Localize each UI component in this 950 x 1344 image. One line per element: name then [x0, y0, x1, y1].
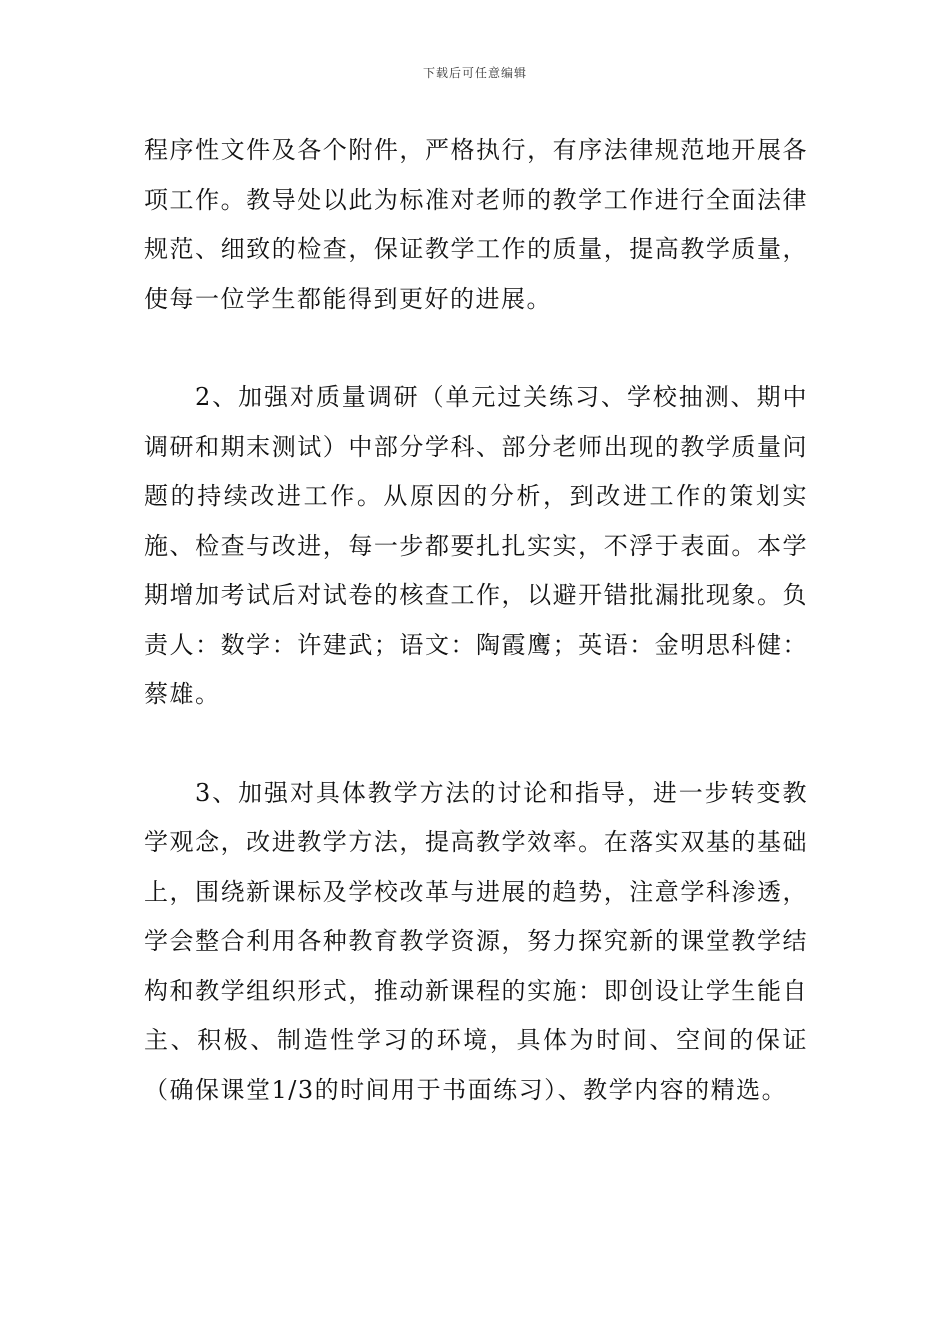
page-header: 下载后可任意编辑 [422, 66, 527, 80]
paragraph-item-3: 3、加强对具体教学方法的讨论和指导，进一步转变教学观念，改进教学方法，提高教学效率。在落实双基的基础上，围绕新课标及学校改革与进展的趋势，注意学科渗透，学会整合利用各种教育教学资源，努力探究新的课堂教学结构和教学组织形式，推动新课程的实施：即创设让学生能自主、积极、制造性学习的环境，具体为时间、空间的保证（确保课堂1/3的时间用于书面练习）、教学内容的精选。 [144, 778, 808, 1104]
paragraph-continuation: 程序性文件及各个附件，严格执行，有序法律规范地开展各项工作。教导处以此为标准对老师的教学工作进行全面法律规范、细致的检查，保证教学工作的质量，提高教学质量，使每一位学生都能得到更好的进展。 [144, 136, 808, 313]
paragraph-gap [144, 720, 808, 769]
document-body [144, 126, 808, 1115]
paragraph-item-2: 2、加强对质量调研（单元过关练习、学校抽测、期中调研和期末测试）中部分学科、部分老师出现的教学质量问题的持续改进工作。从原因的分析，到改进工作的策划实施、检查与改进，每一步都要扎扎实实，不浮于表面。本学期增加考试后对试卷的核查工作，以避开错批漏批现象。负责人：数学：许建武；语文：陶霞鹰；英语：金明思科健：蔡雄。 [144, 383, 808, 708]
paragraph-gap [144, 324, 808, 373]
